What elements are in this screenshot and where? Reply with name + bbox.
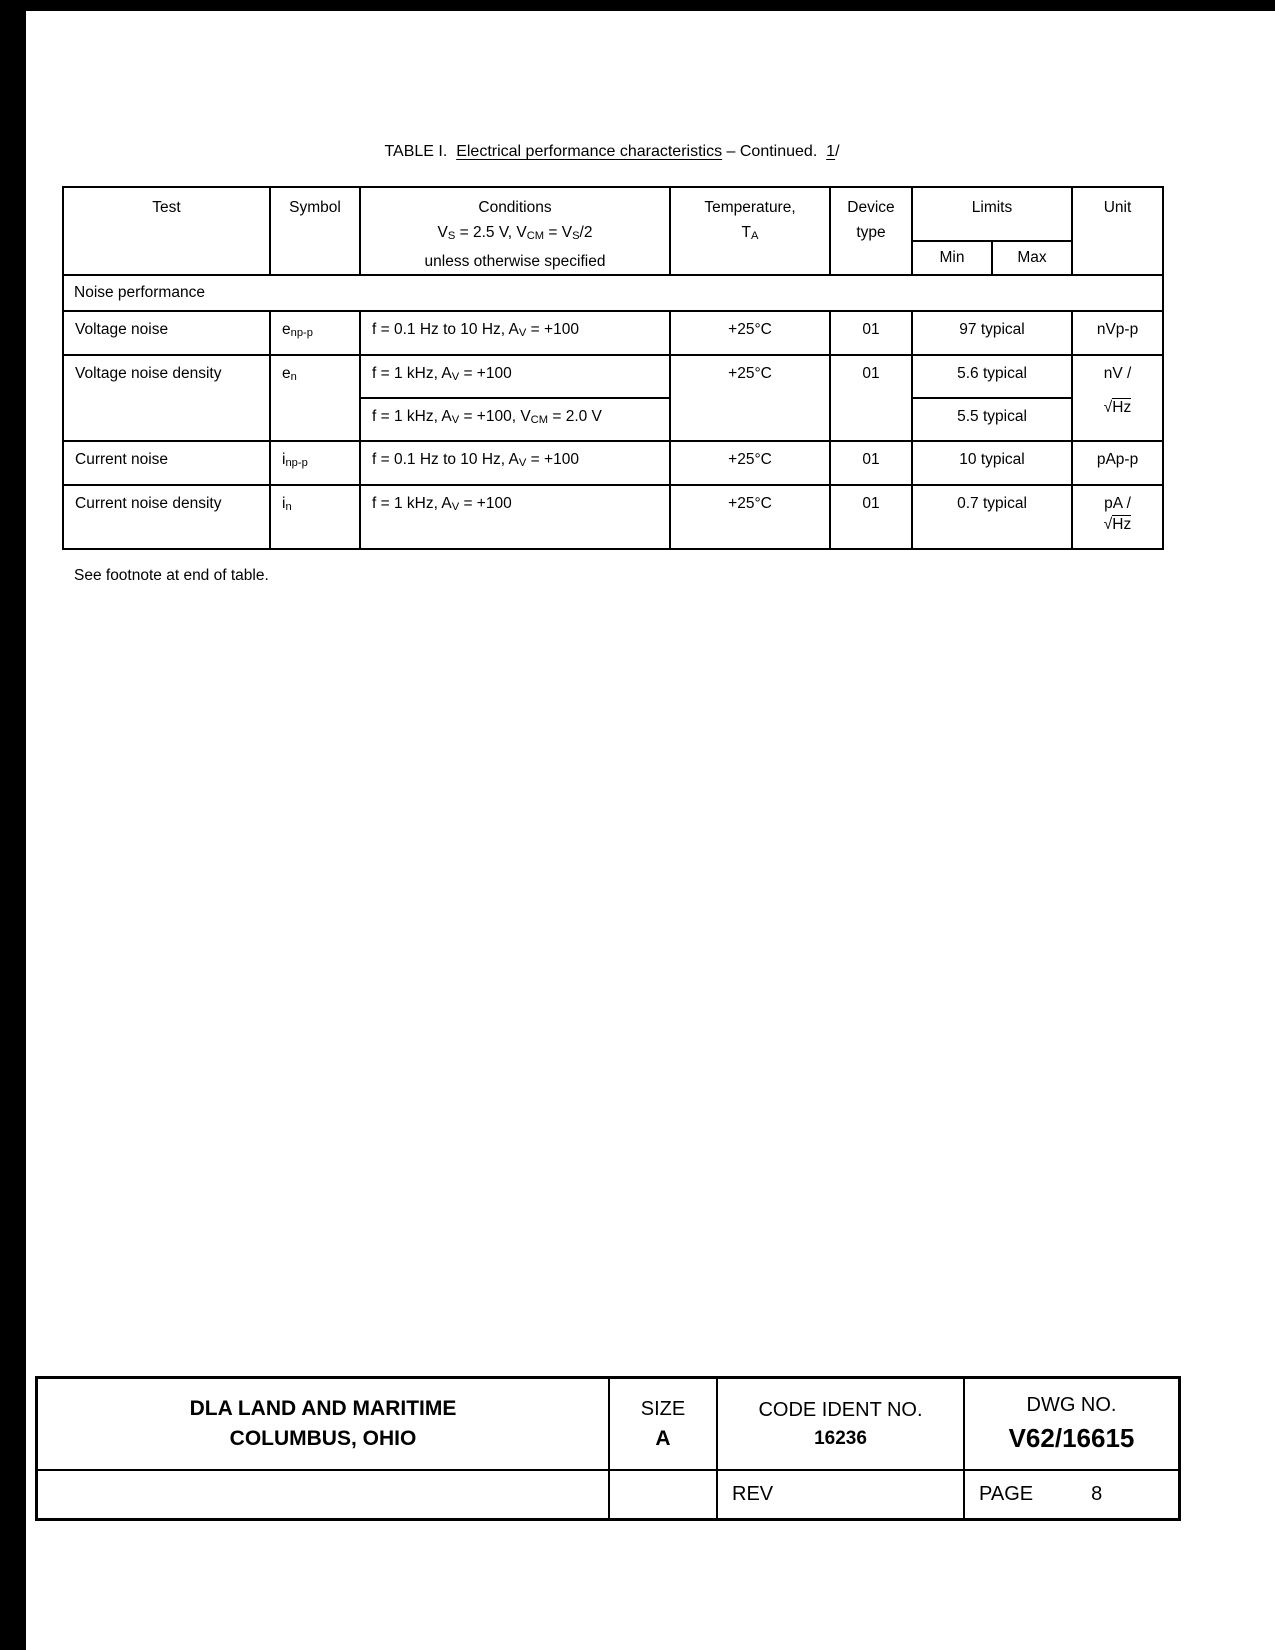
cell-symbol: enp-p [270,311,360,355]
cell-condition-1: f = 1 kHz, AV = +100 [360,355,670,398]
device-header-line2: type [856,224,886,241]
organization-name: DLA LAND AND MARITIME [189,1397,457,1420]
title-block-dwg-no [963,1379,1178,1469]
electrical-characteristics-table [62,186,1164,550]
title-block-size [608,1379,716,1469]
table-title-prefix: TABLE I. [384,143,457,160]
col-header-unit: Unit [1072,187,1163,275]
cell-condition: f = 0.1 Hz to 10 Hz, AV = +100 [360,311,670,355]
cell-test-voltage-noise: Voltage noise [63,311,270,355]
cell-temperature: +25°C [670,441,830,485]
cell-limit-1: 5.6 typical [912,355,1072,398]
title-block [35,1376,1181,1521]
title-block-page [963,1469,1178,1518]
cell-test-current-noise: Current noise [63,441,270,485]
unit-numerator: nV / [1103,365,1132,382]
col-header-max: Max [992,241,1072,275]
cell-device-type: 01 [830,441,912,485]
col-header-device-type [830,187,912,275]
unit-denominator: √Hz [1103,399,1132,416]
col-header-min: Min [912,241,992,275]
cell-unit [1072,485,1163,549]
page-label: PAGE [979,1483,1034,1505]
col-header-conditions [360,187,670,275]
cell-temperature: +25°C [670,485,830,549]
cell-condition: f = 1 kHz, AV = +100 [360,485,670,549]
col-header-symbol: Symbol [270,187,360,275]
cell-condition-2: f = 1 kHz, AV = +100, VCM = 2.0 V [360,398,670,441]
table-title-footnote-slash: / [835,143,840,160]
device-header-line1: Device [847,199,895,216]
cell-limit: 0.7 typical [912,485,1072,549]
code-ident-label: CODE IDENT NO. [758,1398,923,1421]
unit-numerator: pA / [1104,495,1131,512]
cell-test-voltage-noise-density: Voltage noise density [63,355,270,441]
table-row [63,441,1163,485]
cell-unit: pAp-p [1072,441,1163,485]
scan-edge-left [0,0,26,1650]
table-title-main: Electrical performance characteristics [456,143,723,160]
section-header-noise-performance: Noise performance [63,275,1163,311]
table-title [62,143,1162,161]
col-header-test: Test [63,187,270,275]
cell-unit: nVp-p [1072,311,1163,355]
page-value: 8 [1091,1483,1103,1505]
conditions-header-line2: VS = 2.5 V, VCM = VS/2 [437,224,593,242]
cell-limit: 10 typical [912,441,1072,485]
size-value: A [655,1426,671,1450]
cell-symbol: en [270,355,360,441]
col-header-temperature [670,187,830,275]
table-title-footnote-ref: 1 [826,143,836,160]
cell-condition: f = 0.1 Hz to 10 Hz, AV = +100 [360,441,670,485]
temperature-header-line1: Temperature, [704,199,796,216]
organization-location: COLUMBUS, OHIO [229,1427,417,1450]
cell-unit [1072,355,1163,441]
temperature-header-line2: TA [741,224,759,242]
unit-denominator: √Hz [1103,516,1132,533]
conditions-header-line3: unless otherwise specified [424,253,606,270]
rev-label: REV [716,1469,963,1518]
cell-device-type: 01 [830,485,912,549]
cell-symbol: in [270,485,360,549]
table-row [63,311,1163,355]
col-header-limits: Limits [912,187,1072,241]
cell-device-type: 01 [830,355,912,441]
size-label: SIZE [640,1397,686,1420]
cell-temperature: +25°C [670,355,830,441]
title-block-empty-cell [608,1469,716,1518]
title-block-organization [38,1379,608,1469]
table-row [63,355,1163,398]
cell-limit-2: 5.5 typical [912,398,1072,441]
title-block-code-ident [716,1379,963,1469]
cell-temperature: +25°C [670,311,830,355]
footnote-note: See footnote at end of table. [74,567,269,584]
dwg-no-value: V62/16615 [1008,1423,1135,1453]
scan-edge-top [0,0,1275,11]
cell-test-current-noise-density: Current noise density [63,485,270,549]
table-title-continued: – Continued. [722,143,827,160]
cell-device-type: 01 [830,311,912,355]
code-ident-value: 16236 [814,1427,867,1449]
dwg-no-label: DWG NO. [1026,1394,1117,1416]
cell-symbol: inp-p [270,441,360,485]
title-block-empty-cell [38,1469,608,1518]
conditions-header-line1: Conditions [478,199,552,216]
cell-limit: 97 typical [912,311,1072,355]
table-row [63,485,1163,549]
